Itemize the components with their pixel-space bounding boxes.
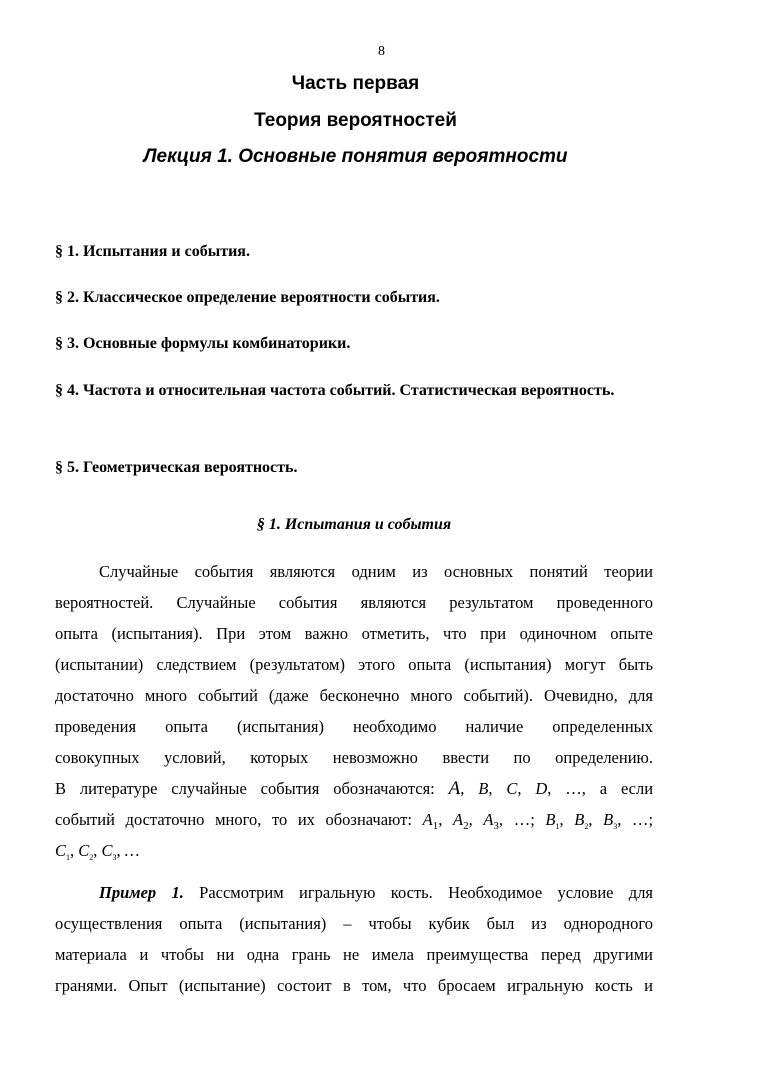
section-title: § 1. Испытания и события: [256, 516, 452, 533]
toc-item-3: § 3. Основные формулы комбинаторики.: [55, 335, 351, 352]
paragraph-1: [55, 556, 653, 866]
text-line: материала и чтобы ни одна грань не имела преимущества перед другими: [55, 945, 653, 964]
toc-item-1: § 1. Испытания и события.: [55, 243, 250, 260]
text-line-indexed-events: событий достаточно много, то их обозначают: $A_1$, $A_2$, $A_3$, …; $B_1$, $B_2$, $B_3$, …;: [55, 810, 654, 832]
page-number: 8: [378, 44, 385, 59]
text-line: (испытании) следствием (результатом) этого опыта (испытания) могут быть: [55, 655, 653, 674]
text-line-events-notation: В литературе случайные события обозначаются: A, B, C, D, …, а если: [55, 778, 654, 799]
text-line: проведения опыта (испытания) необходимо наличие определенных: [55, 717, 653, 736]
text-line: Случайные события являются одним из основных понятий теории: [99, 562, 653, 581]
subject-title: Теория вероятностей: [254, 110, 457, 131]
text-line: гранями. Опыт (испытание) состоит в том, что бросаем игральную кость и: [55, 976, 653, 995]
toc-item-4: § 4. Частота и относительная частота событий. Статистическая вероятность.: [55, 382, 615, 399]
text-line: вероятностей. Случайные события являются результатом проведенного: [55, 593, 653, 612]
text-line-indexed-c: $C_1$, $C_2$, $C_3$, …: [55, 841, 140, 862]
text-line: опыта (испытания). При этом важно отметить, что при одиночном опыте: [55, 624, 653, 643]
example-paragraph: [55, 877, 653, 1001]
text-line: Пример 1. Рассмотрим игральную кость. Необходимое условие для: [99, 883, 654, 902]
lecture-title: Лекция 1. Основные понятия вероятности: [143, 146, 568, 167]
toc-item-2: § 2. Классическое определение вероятности события.: [55, 289, 440, 306]
toc-item-5: § 5. Геометрическая вероятность.: [55, 459, 298, 476]
part-title: Часть первая: [291, 73, 420, 94]
text-line: достаточно много событий (даже бесконечно много событий). Очевидно, для: [55, 686, 653, 705]
text-line: осуществления опыта (испытания) – чтобы кубик был из однородного: [55, 914, 653, 933]
text-line: совокупных условий, которых невозможно ввести по определению.: [55, 748, 653, 767]
example-label: Пример 1.: [99, 883, 184, 902]
